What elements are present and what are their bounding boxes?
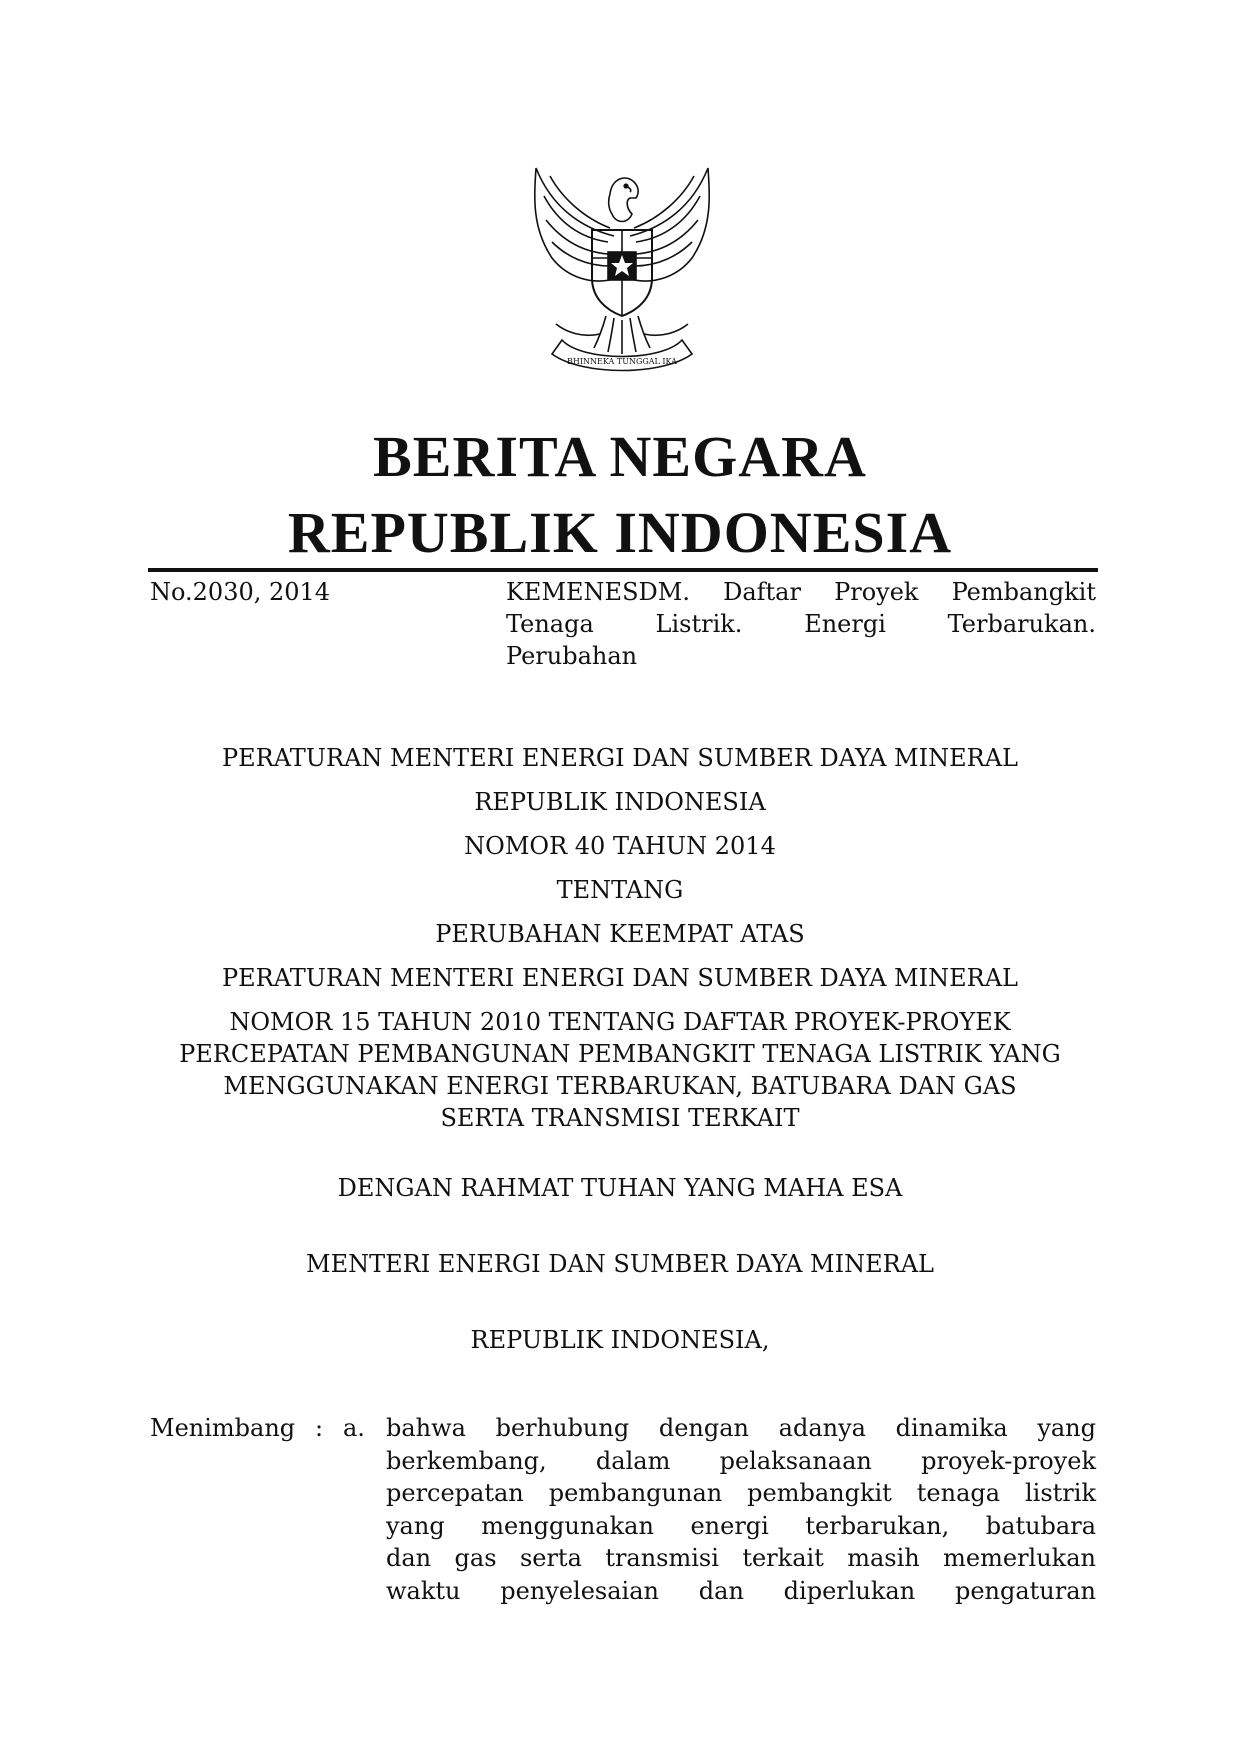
subject-line: KEMENESDM. Daftar Proyek Pembangkit [506, 578, 1096, 606]
masthead-title: BERITA NEGARA [373, 424, 867, 489]
considering-line: percepatan pembangunan pembangkit tenaga listrik [386, 1479, 1096, 1507]
regulation-title-line: PERUBAHAN KEEMPAT ATAS [435, 920, 805, 948]
regulation-title-line: PERCEPATAN PEMBANGUNAN PEMBANGKIT TENAGA LISTRIK YANG [179, 1040, 1061, 1068]
considering-line: waktu penyelesaian dan diperlukan pengaturan [386, 1576, 1096, 1605]
masthead-subtitle: REPUBLIK INDONESIA [287, 500, 953, 565]
regulation-number: NOMOR 40 TAHUN 2014 [464, 832, 776, 860]
subject-line: Tenaga Listrik. Energi Terbarukan. [506, 610, 1096, 638]
gazette-number: No.2030, 2014 [150, 578, 331, 606]
considering-line: berkembang, dalam pelaksanaan proyek-proyek [386, 1446, 1096, 1475]
considering-line: yang menggunakan energi terbarukan, batubara [386, 1511, 1096, 1540]
considering-item-letter: a. [343, 1414, 365, 1442]
considering-line: dan gas serta transmisi terkait masih memerlukan [386, 1544, 1096, 1572]
emblem-motto: BHINNEKA TUNGGAL IKA [567, 357, 677, 366]
header-divider [148, 568, 1098, 572]
garuda-emblem [522, 158, 722, 376]
regulation-title-line: REPUBLIK INDONESIA [474, 788, 766, 816]
gazette-subject [506, 576, 1096, 672]
considering-label: Menimbang [150, 1414, 296, 1442]
regulation-title-line: TENTANG [556, 876, 684, 904]
republic-line: REPUBLIK INDONESIA, [470, 1326, 770, 1354]
subject-line: Perubahan [506, 642, 638, 670]
regulation-title-line: PERATURAN MENTERI ENERGI DAN SUMBER DAYA MINERAL [222, 964, 1018, 992]
considering-item-text [386, 1412, 1096, 1607]
blessing-line: DENGAN RAHMAT TUHAN YANG MAHA ESA [337, 1174, 903, 1202]
regulation-title-line: SERTA TRANSMISI TERKAIT [440, 1104, 800, 1132]
considering-line: bahwa berhubung dengan adanya dinamika yang [386, 1414, 1096, 1442]
regulation-title-line: NOMOR 15 TAHUN 2010 TENTANG DAFTAR PROYEK-PROYEK [229, 1008, 1011, 1036]
minister-line: MENTERI ENERGI DAN SUMBER DAYA MINERAL [306, 1250, 934, 1278]
considering-colon: : [315, 1414, 324, 1442]
regulation-title-line: PERATURAN MENTERI ENERGI DAN SUMBER DAYA MINERAL [222, 744, 1018, 772]
regulation-title-line: MENGGUNAKAN ENERGI TERBARUKAN, BATUBARA DAN GAS [223, 1072, 1017, 1100]
